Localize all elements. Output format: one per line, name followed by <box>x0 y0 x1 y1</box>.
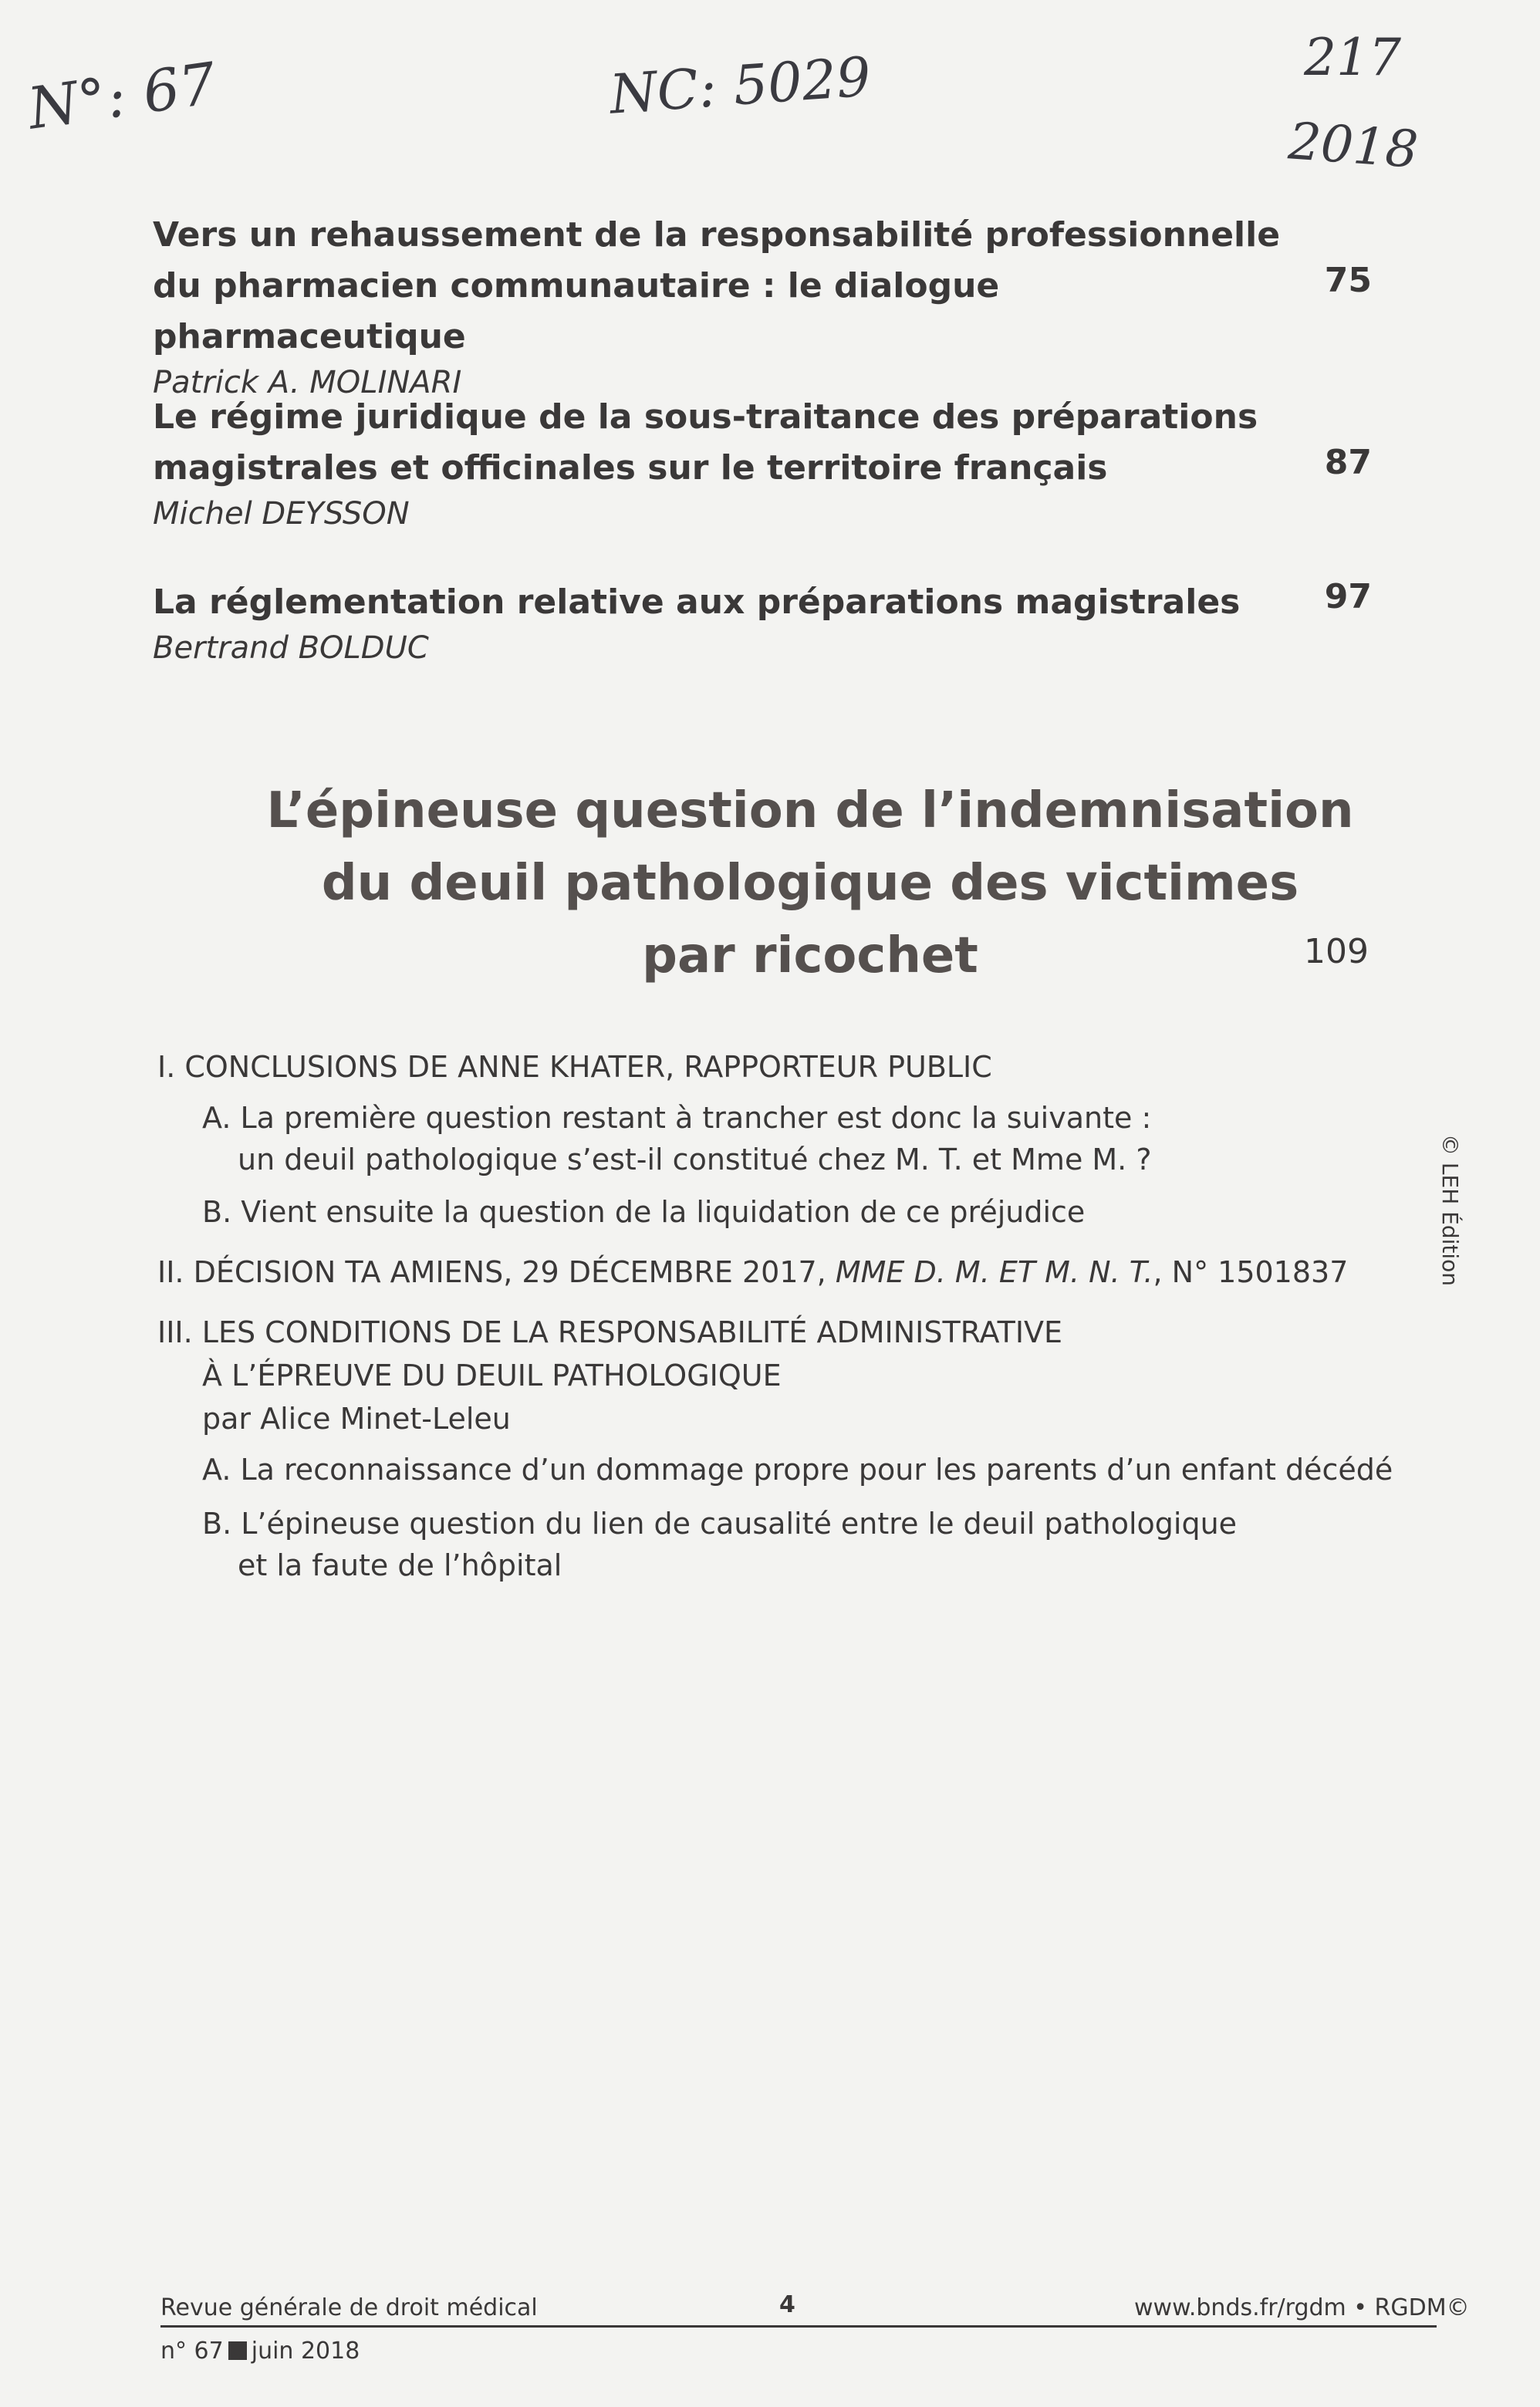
toc-section-ii <box>157 1251 1348 1293</box>
footer-page-number: 4 <box>779 2291 795 2318</box>
article-entry-1 <box>153 210 1372 403</box>
article-page-number: 75 <box>1324 261 1372 300</box>
handwritten-year: 2018 <box>1286 111 1420 180</box>
toc-item-iii-b-cont: et la faute de l’hôpital <box>238 1548 562 1582</box>
article-page-number: 97 <box>1324 577 1372 616</box>
footer-journal-name: Revue générale de droit médical <box>160 2294 538 2321</box>
footer-website: www.bnds.fr/rgdm • RGDM© <box>1134 2294 1470 2321</box>
toc-section-iii: III. LES CONDITIONS DE LA RESPONSABILITÉ ADMINISTRATIVE <box>157 1315 1063 1349</box>
article-title-line: Le régime juridique de la sous-traitance des préparations <box>153 397 1258 437</box>
toc-item-i-a: A. La première question restant à trancher est donc la suivante : <box>202 1101 1152 1135</box>
feature-title-line: par ricochet <box>642 927 978 984</box>
toc-section-ii-suffix: , N° 1501837 <box>1153 1255 1349 1289</box>
article-entry-3 <box>153 577 1372 668</box>
footer-issue-number: n° 67 <box>160 2338 224 2365</box>
article-title-line: magistrales et officinales sur le territoire français <box>153 448 1108 488</box>
handwritten-catalog-number: NC: 5029 <box>607 45 873 127</box>
footer-issue-date: juin 2018 <box>251 2338 360 2365</box>
toc-item-iii-a: A. La reconnaissance d’un dommage propre pour les parents d’un enfant décédé <box>202 1453 1393 1487</box>
toc-item-iii-b: B. L’épineuse question du lien de causalité entre le deuil pathologique <box>202 1507 1238 1541</box>
square-bullet-icon <box>228 2341 247 2360</box>
toc-section-ii-parties: MME D. M. ET M. N. T. <box>835 1255 1153 1289</box>
toc-section-i: I. CONCLUSIONS DE ANNE KHATER, RAPPORTEUR PUBLIC <box>157 1050 992 1084</box>
footer-issue <box>160 2338 360 2365</box>
article-title-line: Vers un rehaussement de la responsabilité professionnelle <box>153 215 1281 255</box>
feature-article-title <box>231 775 1389 992</box>
handwritten-note-217: 217 <box>1304 28 1401 87</box>
feature-page-number: 109 <box>1304 932 1369 971</box>
article-page-number: 87 <box>1324 443 1372 482</box>
toc-item-i-a-cont: un deuil pathologique s’est-il constitué chez M. T. et Mme M. ? <box>238 1143 1152 1176</box>
toc-section-iii-author: par Alice Minet-Leleu <box>202 1402 511 1436</box>
toc-section-ii-prefix: II. DÉCISION TA AMIENS, 29 DÉCEMBRE 2017, <box>157 1255 826 1289</box>
handwritten-issue-number: N°: 67 <box>24 50 221 143</box>
article-entry-2 <box>153 392 1372 534</box>
side-copyright: © LEH Édition <box>1437 1134 1463 1287</box>
feature-title-line: L’épineuse question de l’indemnisation <box>266 782 1354 839</box>
footer-rule <box>160 2325 1437 2328</box>
feature-title-line: du deuil pathologique des victimes <box>321 855 1299 912</box>
toc-item-i-b: B. Vient ensuite la question de la liquidation de ce préjudice <box>202 1195 1086 1229</box>
article-author: Patrick A. MOLINARI <box>153 365 462 400</box>
article-title-line: La réglementation relative aux préparations magistrales <box>153 582 1241 622</box>
toc-section-iii-cont: À L’ÉPREUVE DU DEUIL PATHOLOGIQUE <box>202 1359 782 1393</box>
article-title-line: du pharmacien communautaire : le dialogue pharmaceutique <box>153 266 1000 356</box>
article-author: Bertrand BOLDUC <box>153 630 429 666</box>
article-author: Michel DEYSSON <box>153 496 410 532</box>
